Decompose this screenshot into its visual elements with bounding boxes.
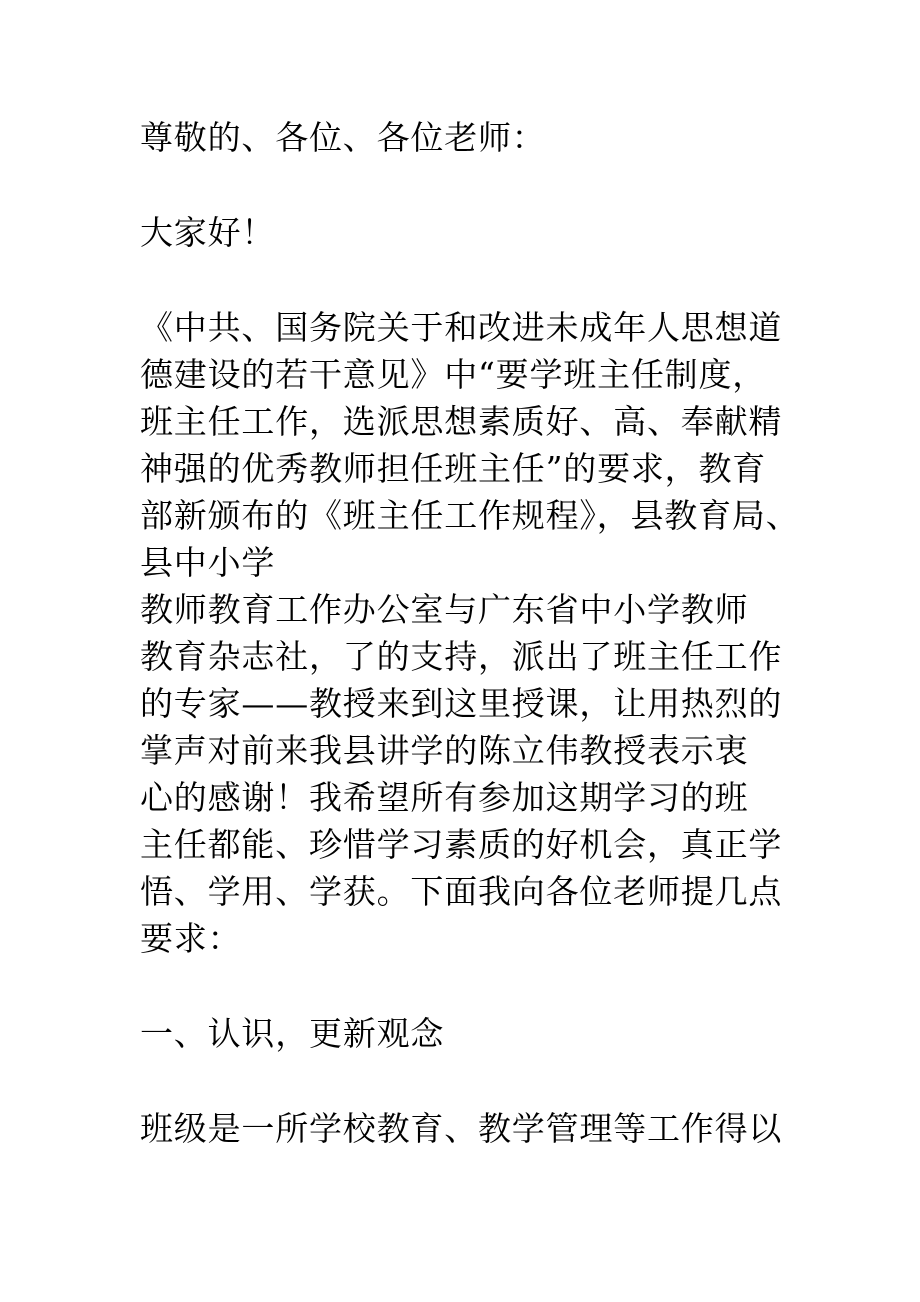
section-heading (140, 1010, 790, 1057)
greeting-line: 大家好！ (140, 213, 276, 252)
paragraph-line: 《中共、国务院关于和改进未成年人思想道 (140, 308, 783, 347)
document-body (140, 114, 800, 1152)
greeting (140, 209, 790, 256)
paragraph-line: 县中小学 (140, 543, 276, 582)
paragraph-3 (140, 1105, 790, 1152)
paragraph-line: 德建设的若干意见》中“要学班主任制度， (140, 355, 767, 394)
paragraph-line: 悟、学用、学获。下面我向各位老师提几点 (140, 872, 783, 911)
paragraph-line: 主任都能、珍惜学习素质的好机会，真正学 (140, 825, 783, 864)
paragraph-line: 部新颁布的《班主任工作规程》，县教育局、 (140, 496, 800, 535)
salutation-line: 尊敬的、各位、各位老师： (140, 118, 546, 157)
section-heading-line: 一、认识，更新观念 (140, 1014, 445, 1053)
paragraph-line: 教育杂志社，了的支持，派出了班主任工作 (140, 637, 783, 676)
paragraph-2 (140, 586, 790, 962)
paragraph-line: 要求： (140, 919, 242, 958)
paragraph-line: 教师教育工作办公室与广东省中小学教师 (140, 590, 749, 629)
paragraph-line: 神强的优秀教师担任班主任”的要求，教育 (140, 449, 767, 488)
paragraph-line: 掌声对前来我县讲学的陈立伟教授表示衷 (140, 731, 749, 770)
salutation (140, 114, 790, 161)
paragraph-line: 的专家——教授来到这里授课，让用热烈的 (140, 684, 783, 723)
paragraph-line: 班主任工作，选派思想素质好、高、奉献精 (140, 402, 783, 441)
paragraph-line: 班级是一所学校教育、教学管理等工作得以 (140, 1109, 783, 1148)
paragraph-line: 心的感谢！我希望所有参加这期学习的班 (140, 778, 749, 817)
paragraph-1 (140, 304, 800, 586)
